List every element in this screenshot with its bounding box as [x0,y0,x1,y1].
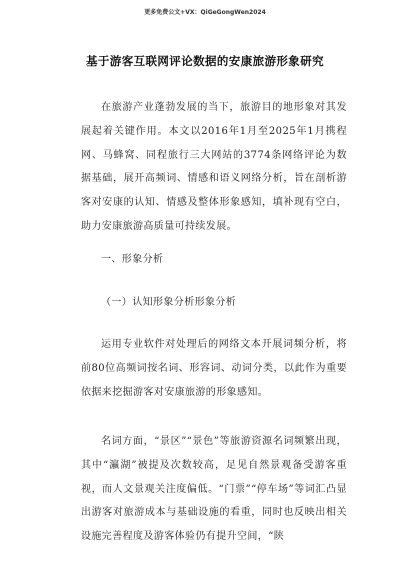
intro-paragraph: 在旅游产业蓬勃发展的当下，旅游目的地形象对其发展起着关键作用。本文以2016年1月至2025年1月携程网、马蜂窝、同程旅行三大网站的3774条网络评论为数据基础，展开高频词、情感和语义网络分析，旨在剖析游客对安康的认知、情感及整体形象感知，填补现有空白，助力安康旅游高质量可持续发展。 [81,102,347,232]
noun-analysis-paragraph: 名词方面，“景区”“景色”等旅游资源名词频繁出现，其中“瀛湖”被提及次数较高，足见自然景观备受游客重视，而人文景观关注度偏低。“门票”“停车场”等词汇凸显出游客对旅游成本与基础设施的看重，同时也反映出相关设施完善程度及游客体验仍有提升空间，“陕 [81,436,347,543]
subsection-heading: （一）认知形象分析形象分析 [101,297,237,308]
document-title: 基于游客互联网评论数据的安康旅游形象研究 [86,54,324,68]
section-heading: 一、形象分析 [101,254,164,265]
page-header: 更多免费公文+VX：QiGeGongWen2024 [144,9,266,16]
method-paragraph: 运用专业软件对处理后的网络文本开展词频分析，将前80位高频词按名词、形容词、动词分类，以此作为重要依据来挖掘游客对安康旅游的形象感知。 [81,339,347,398]
